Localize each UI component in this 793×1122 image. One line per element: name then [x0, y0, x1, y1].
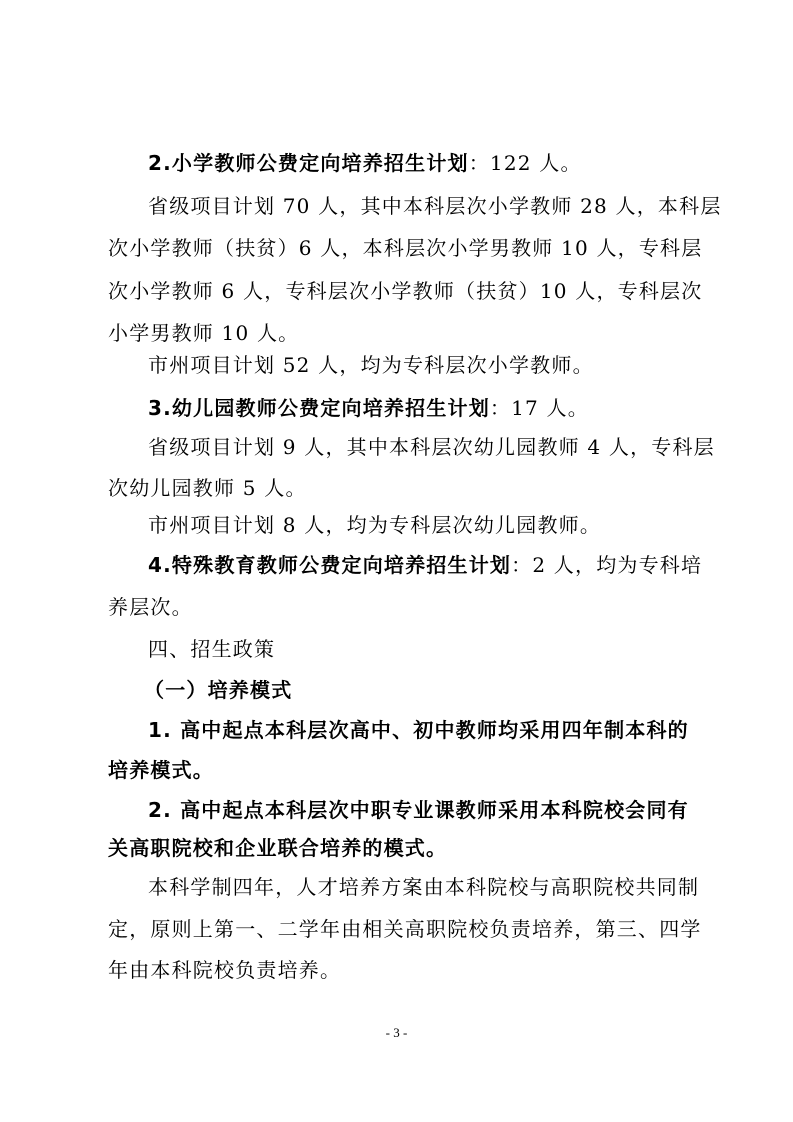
paragraph-line: 次小学教师 6 人，专科层次小学教师（扶贫）10 人，专科层次 [108, 279, 703, 303]
paragraph-line: 次幼儿园教师 5 人。 [108, 476, 307, 500]
paragraph-line: 定，原则上第一、二学年由相关高职院校负责培养，第三、四学 [108, 917, 702, 941]
paragraph-line: 市州项目计划 52 人，均为专科层次小学教师。 [148, 353, 594, 377]
paragraph-line: 省级项目计划 9 人，其中本科层次幼儿园教师 4 人，专科层 [148, 435, 715, 459]
section-heading-policy: 四、招生政策 [148, 637, 276, 661]
item-2-line: 关高职院校和企业联合培养的模式。 [108, 836, 448, 860]
paragraph-line: 养层次。 [108, 595, 193, 619]
section-4-count: ：2 人，均为专科培 [511, 553, 703, 577]
section-3-heading: 3.幼儿园教师公费定向培养招生计划 [148, 396, 490, 420]
section-2-count: ：122 人。 [468, 151, 582, 175]
paragraph-line: 市州项目计划 8 人，均为专科层次幼儿园教师。 [148, 513, 602, 537]
section-3-heading-line [0, 393, 793, 423]
subsection-heading: （一）培养模式 [144, 678, 293, 702]
paragraph-line: 本科学制四年，人才培养方案由本科院校与高职院校共同制 [148, 875, 700, 899]
page-number: - 3 - [385, 1025, 408, 1040]
section-3-count: ：17 人。 [489, 396, 589, 420]
item-1-line: 1. 高中起点本科层次高中、初中教师均采用四年制本科的 [148, 718, 689, 742]
paragraph-line: 省级项目计划 70 人，其中本科层次小学教师 28 人，本科层 [148, 194, 722, 218]
section-2-heading: 2.小学教师公费定向培养招生计划 [148, 151, 469, 175]
paragraph-line: 小学男教师 10 人。 [108, 321, 300, 345]
paragraph-line: 年由本科院校负责培养。 [108, 958, 342, 982]
item-2-line: 2. 高中起点本科层次中职专业课教师采用本科院校会同有 [148, 798, 689, 822]
section-4-heading: 4.特殊教育教师公费定向培养招生计划 [148, 553, 512, 577]
section-2-heading-line [0, 148, 793, 178]
paragraph-line: 次小学教师（扶贫）6 人，本科层次小学男教师 10 人，专科层 [108, 236, 703, 260]
item-1-line: 培养模式。 [108, 758, 214, 782]
section-4-heading-line [0, 550, 793, 580]
